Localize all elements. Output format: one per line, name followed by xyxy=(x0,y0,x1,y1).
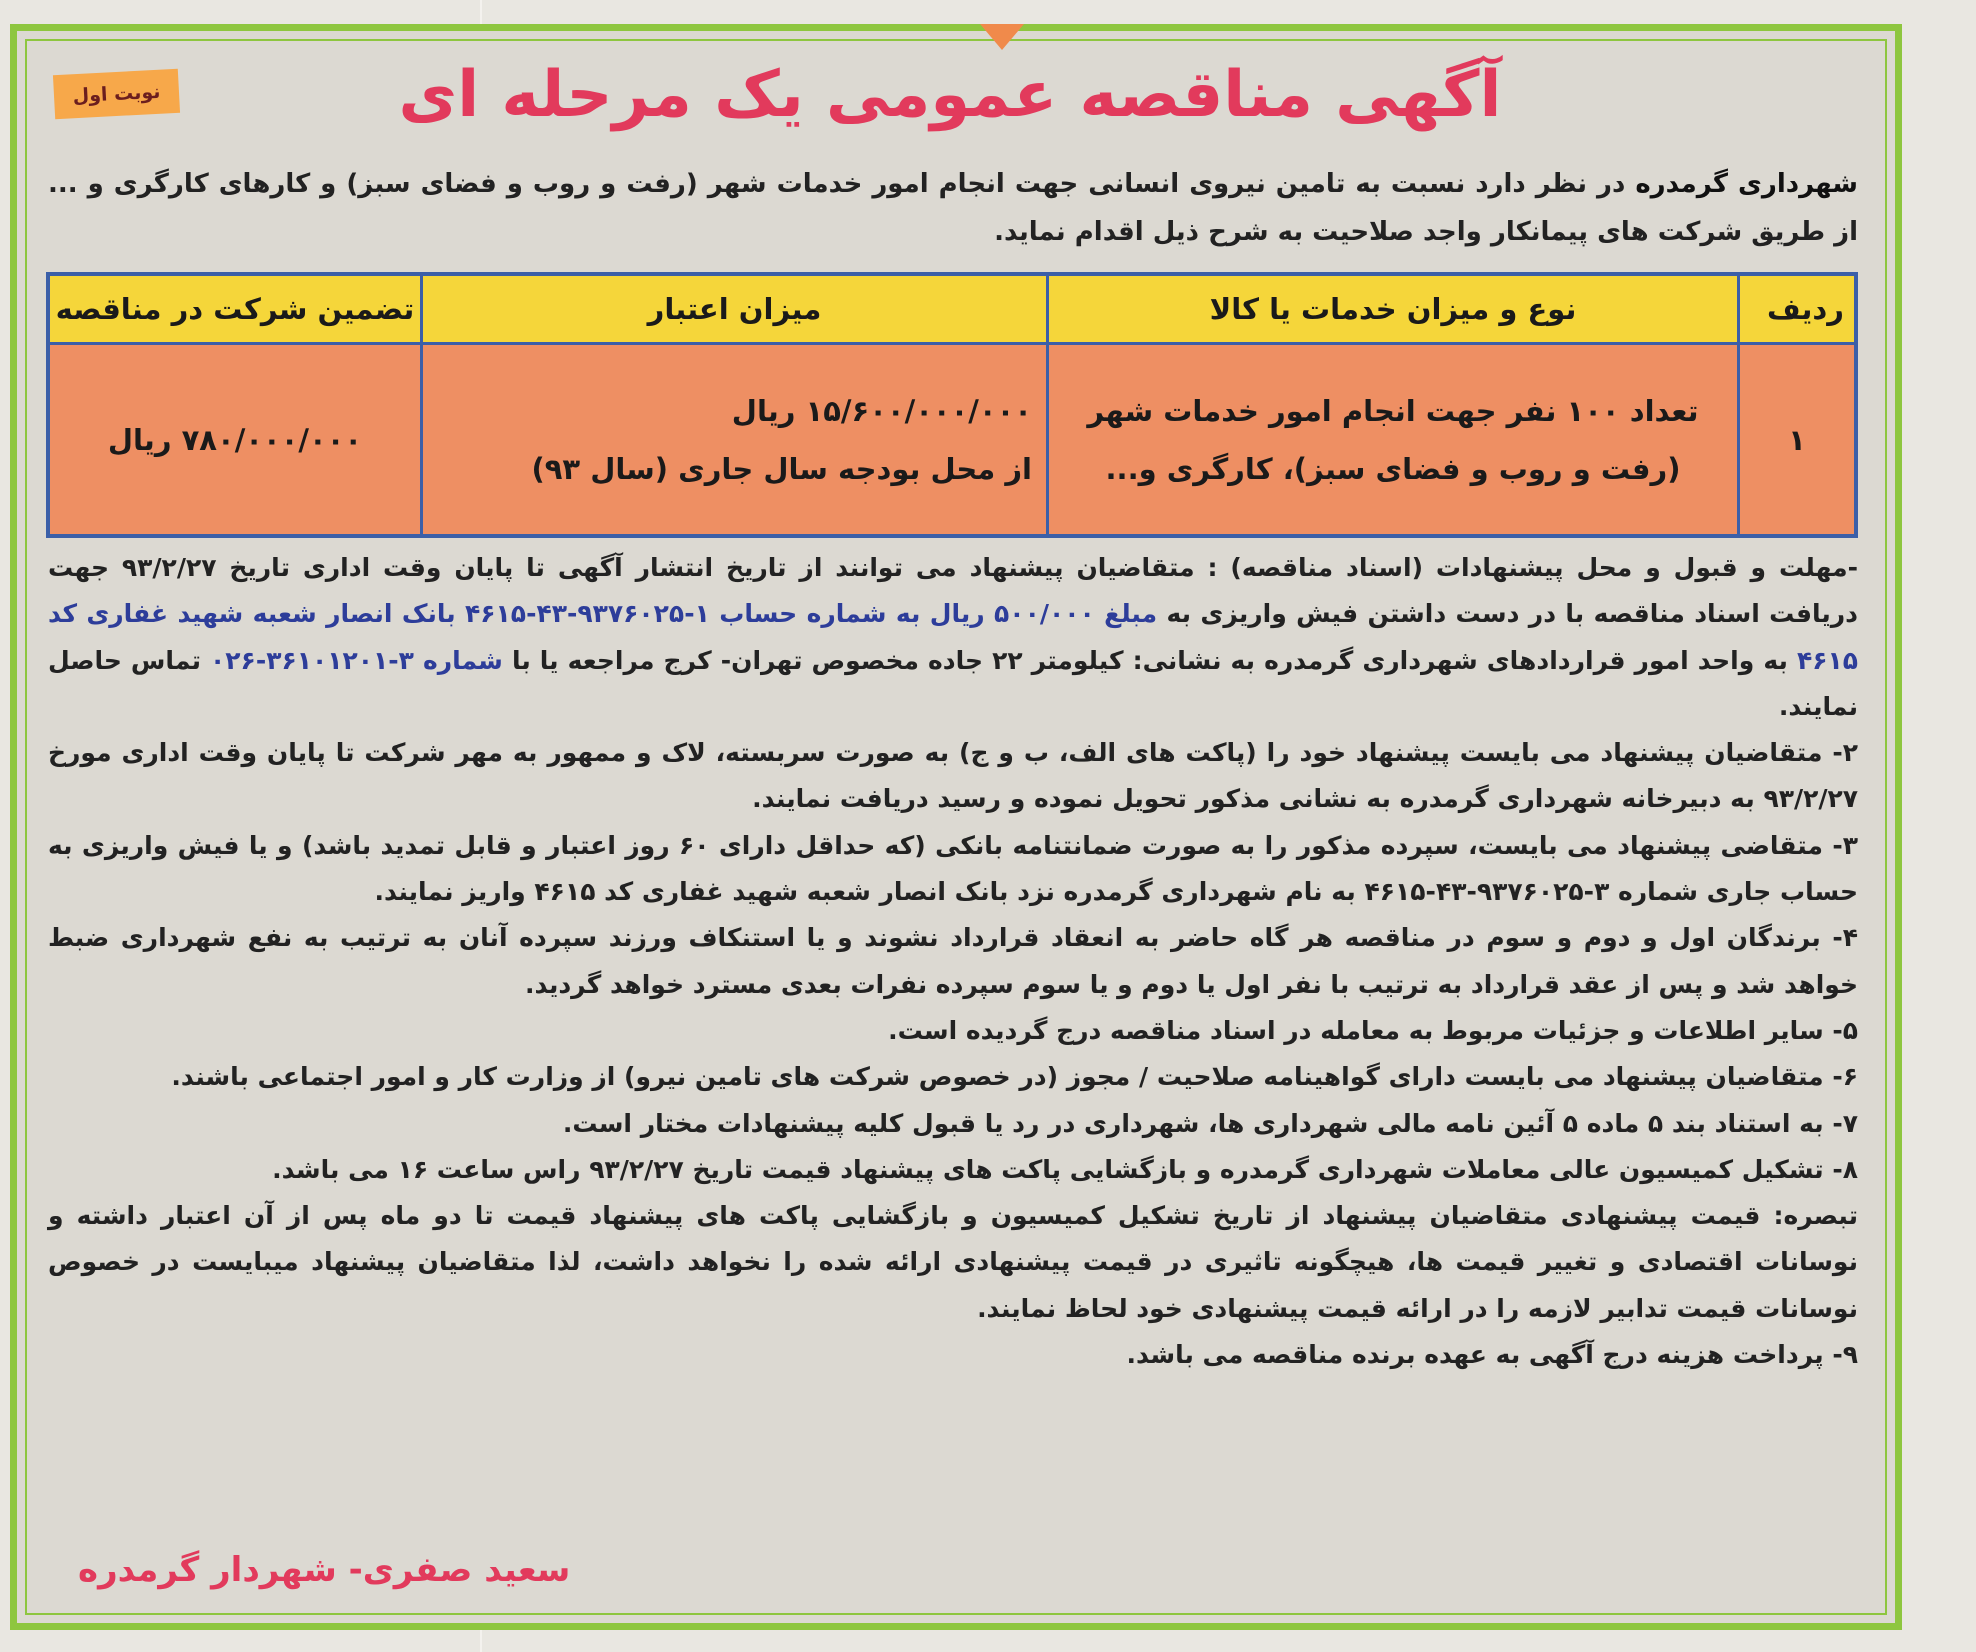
condition-1-part-e: تماس حاصل نمایند. xyxy=(48,645,1858,721)
service-description-line-1: تعداد ۱۰۰ نفر جهت انجام امور خدمات شهر xyxy=(1087,393,1699,428)
condition-item-1 xyxy=(48,545,1858,730)
header-credit-amount: میزان اعتبار xyxy=(422,274,1048,344)
condition-item-6: ۶- متقاضیان پیشنهاد می بایست دارای گواهینامه صلاحیت / مجوز (در خصوص شرکت های تامین نیرو) از وزارت کار و امور اجتماعی باشند. xyxy=(171,1062,1858,1092)
cell-service-description xyxy=(1048,344,1739,537)
publication-round-badge: نوبت اول xyxy=(53,69,180,119)
mayor-signature: سعید صفری- شهردار گرمدره xyxy=(78,1550,571,1590)
intro-text: در نظر دارد نسبت به تامین نیروی انسانی جهت انجام امور خدمات شهر (رفت و روب و فضای سبز) و کارهای کارگری و ... از طریق شرکت های پیمانکار واجد صلاحیت به شرح ذیل اقدام نماید. xyxy=(48,169,1858,247)
header-service-description: نوع و میزان خدمات یا کالا xyxy=(1048,274,1739,344)
cell-participation-guarantee: ۷۸۰/۰۰۰/۰۰۰ ریال xyxy=(48,344,422,537)
conditions-body xyxy=(48,545,1858,1378)
frame-notch-marker xyxy=(980,24,1024,50)
tender-table xyxy=(46,272,1858,538)
service-description-line-2: (رفت و روب و فضای سبز)، کارگری و... xyxy=(1105,451,1681,486)
cell-credit-amount xyxy=(422,344,1048,537)
header-row-number: ردیف xyxy=(1739,274,1857,344)
cell-row-number: ۱ xyxy=(1739,344,1857,537)
credit-amount-line-1: ۱۵/۶۰۰/۰۰۰/۰۰۰ ریال xyxy=(731,393,1032,428)
table-header-row xyxy=(48,274,1856,344)
condition-item-8: ۸- تشکیل کمیسیون عالی معاملات شهرداری گرمدره و بازگشایی پاکت های پیشنهاد قیمت تاریخ ۹۳/۲/۲۷ راس ساعت ۱۶ می باشد. xyxy=(272,1154,1858,1184)
advertisement-title: آگهی مناقصه عمومی یک مرحله ای xyxy=(398,58,1502,132)
condition-1-phone-number: شماره ۳-۳۶۱۰۱۲۰۱-۰۲۶ xyxy=(210,645,503,675)
condition-item-2: ۲- متقاضیان پیشنهاد می بایست پیشنهاد خود را (پاکت های الف، ب و ج) به صورت سربسته، لاک و ممهور به مهر شرکت تا پایان وقت اداری مورخ ۹۳/۲/۲۷ به دبیرخانه شهرداری گرمدره به نشانی مذکور تحویل نموده و رسید دریافت نمایند. xyxy=(48,738,1858,814)
intro-paragraph xyxy=(48,160,1858,256)
condition-item-5: ۵- سایر اطلاعات و جزئیات مربوط به معامله در اسناد مناقصه درج گردیده است. xyxy=(888,1015,1858,1045)
condition-item-3: ۳- متقاضی پیشنهاد می بایست، سپرده مذکور را به صورت ضمانتنامه بانکی (که حداقل دارای ۶۰ روز اعتبار و قابل تمدید باشد) و یا فیش واریزی به حساب جاری شماره ۳-۹۳۷۶۰۲۵-۴۳-۴۶۱۵ به نام شهرداری گرمدره نزد بانک انصار شعبه شهید غفاری کد ۴۶۱۵ واریز نمایند. xyxy=(48,830,1858,907)
condition-item-7: ۷- به استناد بند ۵ ماده ۵ آئین نامه مالی شهرداری ها، شهرداری در رد یا قبول کلیه پیشنهادات مختار است. xyxy=(562,1108,1858,1138)
condition-item-4: ۴- برندگان اول و دوم و سوم در مناقصه هر گاه حاضر به انعقاد قرارداد نشوند و یا استنکاف ورزند سپرده آنان به ترتیب به نفع شهرداری ضبط خواهد شد و پس از عقد قرارداد به ترتیب با نفر اول یا دوم و یا سوم سپرده نفرات بعدی مسترد خواهد گردید. xyxy=(48,923,1858,999)
credit-amount-line-2: از محل بودجه سال جاری (سال ۹۳) xyxy=(531,451,1032,486)
condition-item-9: ۹- پرداخت هزینه درج آگهی به عهده برنده مناقصه می باشد. xyxy=(1126,1340,1858,1370)
condition-1-part-c: به واحد امور قراردادهای شهرداری گرمدره به نشانی: کیلومتر ۲۲ جاده مخصوص تهران- کرج مراجعه یا با xyxy=(502,645,1797,675)
condition-1-part-a: -مهلت و قبول و محل پیشنهادات (اسناد مناقصه) : متقاضیان پیشنهاد می توانند از تاریخ انتشار آگهی تا پایان وقت اداری تاریخ ۹۳/۲/۲۷ جهت دریافت اسناد مناقصه با در دست داشتن فیش واریزی به xyxy=(48,553,1859,629)
condition-1-account-info: مبلغ ۵۰۰/۰۰۰ ریال به شماره حساب ۱-۹۳۷۶۰۲۵-۴۳-۴۶۱۵ بانک انصار شعبه شهید غفاری کد ۴۶۱۵ xyxy=(48,599,1858,675)
table-row xyxy=(48,344,1856,537)
condition-note: تبصره: قیمت پیشنهادی متقاضیان پیشنهاد از تاریخ تشکیل کمیسیون و بازگشایی پاکت های پیشنهاد قیمت تا دو ماه پس از آن اعتبار داشته و نوسانات اقتصادی و تغییر قیمت ها، هیچگونه تاثیری در قیمت پیشنهادی ارائه شده را نخواهد داشت، لذا متقاضیان پیشنهاد میبایست در خصوص نوسانات قیمت تدابیر لازمه را در ارائه قیمت پیشنهادی خود لحاظ نمایند. xyxy=(48,1201,1858,1323)
organization-name: شهرداری گرمدره xyxy=(1635,169,1858,199)
header-participation-guarantee: تضمین شرکت در مناقصه xyxy=(48,274,422,344)
